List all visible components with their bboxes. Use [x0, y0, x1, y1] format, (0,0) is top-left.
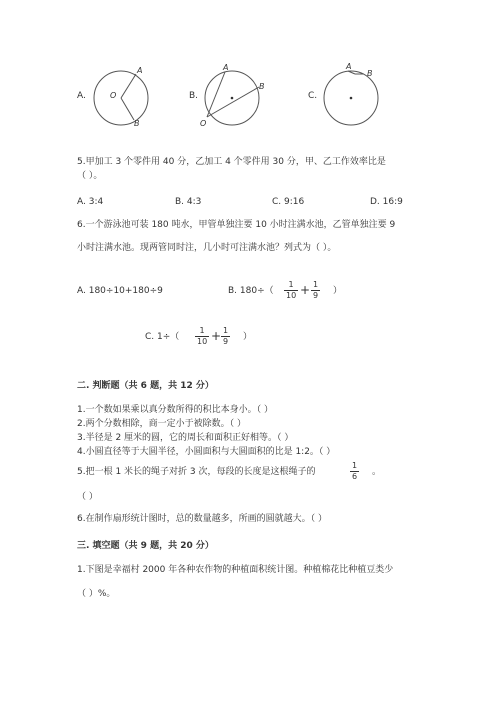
q6-line2: 小时注满水池。现两管同时注，几小时可注满水池？列式为（ ）。 [77, 243, 337, 253]
q6-option-c-plus: + [211, 329, 222, 343]
section2-item-5-fraction: $\frac{1}{6}$ [352, 461, 358, 481]
point-b-label: B [259, 82, 265, 91]
point-a-label: A [223, 63, 229, 72]
section3-q1-line1: 1.下图是幸福村 2000 年各种农作物的种植面积统计图。种植棉花比种植豆类少 [77, 565, 394, 575]
section2-item-5-suffix: 。 [372, 467, 382, 477]
section2-item-6: 6.在制作扇形统计图时，总的数量越多，所画的圆就越大。（ ） [77, 514, 327, 524]
q6-option-b-suffix: ） [333, 286, 343, 296]
q5-option-d: D. 16:9 [370, 197, 403, 207]
q5-option-b: B. 4:3 [175, 197, 202, 207]
point-b-label: B [367, 69, 373, 78]
figure-c-label: C. [308, 91, 318, 101]
q6-option-a: A. 180÷10+180÷9 [77, 286, 163, 296]
center-o-label: O [110, 91, 117, 100]
section3-title: 三. 填空题（共 9 题，共 20 分） [77, 541, 214, 551]
figure-a-label: A. [77, 91, 86, 101]
figure-b-label: B. [189, 91, 199, 101]
q6-option-c-fraction-1: $\frac{1}{10}$ [197, 326, 208, 346]
section3-q1-line2: （ ）%。 [77, 589, 116, 599]
q6-option-c-prefix: C. 1÷（ [145, 332, 180, 342]
q5-option-c: C. 9:16 [272, 197, 305, 207]
q5-line1: 5.甲加工 3 个零件用 40 分，乙加工 4 个零件用 30 分，甲、乙工作效率比是 [77, 157, 386, 167]
q6-option-c-fraction-2: $\frac{1}{9}$ [223, 326, 229, 346]
q6-option-b-fraction-2: $\frac{1}{9}$ [313, 280, 319, 300]
q6-option-b-plus: + [300, 283, 311, 297]
circle-figure-c [320, 60, 390, 130]
q6-option-b-fraction-1: $\frac{1}{10}$ [286, 280, 297, 300]
section2-item-3: 3.半径是 2 厘米的圆，它的周长和面积正好相等。（ ） [77, 433, 294, 443]
circle-figure-b [198, 58, 268, 128]
q5-line2: （ ）。 [77, 171, 103, 181]
section2-item-1: 1.一个数如果乘以真分数所得的积比本身小。（ ） [77, 405, 273, 415]
q5-option-a: A. 3:4 [77, 197, 104, 207]
point-a-label: A [346, 62, 352, 71]
section2-title: 二. 判断题（共 6 题，共 12 分） [77, 381, 214, 391]
center-o-label: O [200, 119, 207, 128]
point-b-label: B [134, 119, 140, 128]
section2-item-4: 4.小圆直径等于大圆半径，小圆面积与大圆面积的比是 1:2。（ ） [77, 447, 336, 457]
section2-item-5: 5.把一根 1 米长的绳子对折 3 次，每段的长度是这根绳子的 [77, 467, 316, 477]
q6-option-c-suffix: ） [243, 332, 253, 342]
section2-item-5-answer: （ ） [77, 492, 98, 502]
q6-line1: 6.一个游泳池可装 180 吨水，甲管单独注要 10 小时注满水池，乙管单独注要 9 [77, 220, 396, 230]
point-a-label: A [137, 66, 143, 75]
circle-figure-a [90, 60, 160, 130]
q6-option-b-prefix: B. 180÷（ [228, 286, 274, 296]
section2-item-2: 2.两个分数相除，商一定小于被除数。（ ） [77, 419, 246, 429]
